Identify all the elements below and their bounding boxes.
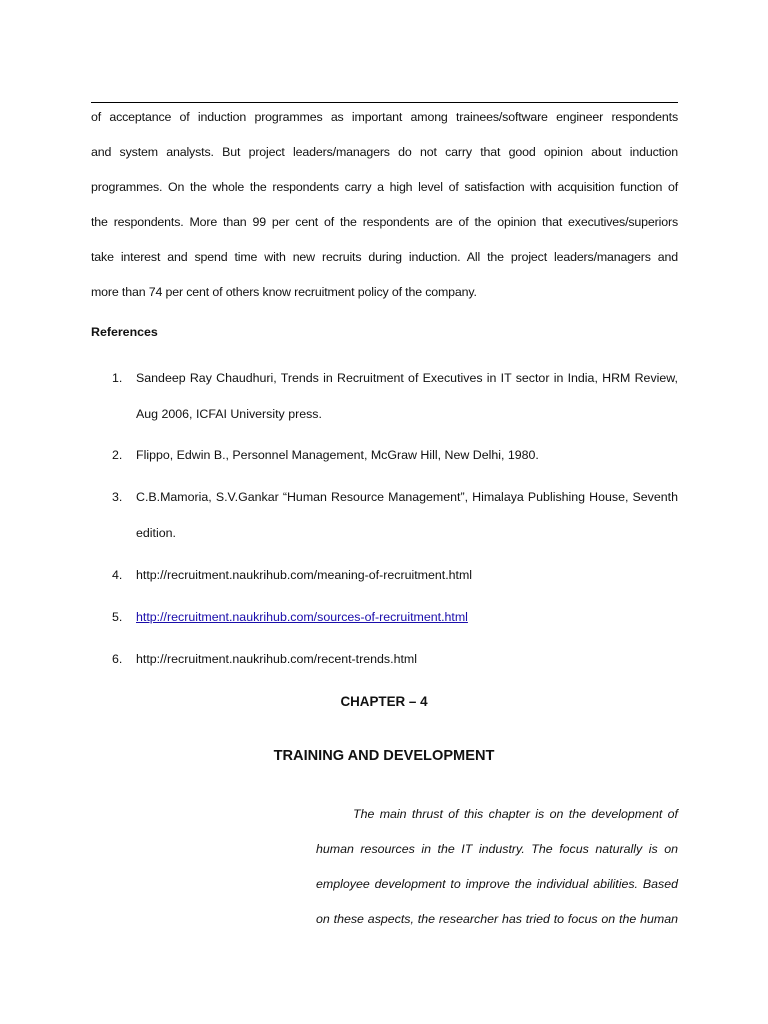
chapter-title: TRAINING AND DEVELOPMENT (273, 748, 495, 764)
reference-number: 2. (112, 448, 123, 462)
reference-url: http://recruitment.naukrihub.com/meaning-of-recruitment.html (136, 568, 473, 582)
reference-text (136, 437, 678, 473)
reference-line: Sandeep Ray Chaudhuri, Trends in Recruitment of Executives in IT sector in India, HRM Review, (136, 371, 678, 385)
intro-line: employee development to improve the individual abilities. Based (316, 877, 678, 891)
reference-line: Flippo, Edwin B., Personnel Management, McGraw Hill, New Delhi, 1980. (136, 448, 539, 462)
reference-number: 4. (112, 568, 123, 582)
reference-line: C.B.Mamoria, S.V.Gankar “Human Resource Management”, Himalaya Publishing House, Seventh (136, 490, 678, 504)
intro-line: The main thrust of this chapter is on the development of (353, 807, 678, 821)
reference-line: edition. (136, 526, 176, 540)
reference-text (136, 641, 678, 677)
reference-number: 1. (112, 371, 123, 385)
paragraph-line: programmes. On the whole the respondents carry a high level of satisfaction with acquisition function of (91, 180, 678, 194)
reference-link[interactable]: http://recruitment.naukrihub.com/sources-of-recruitment.html (136, 610, 468, 624)
reference-number: 5. (112, 610, 123, 624)
reference-url: http://recruitment.naukrihub.com/recent-trends.html (136, 652, 417, 666)
reference-line: Aug 2006, ICFAI University press. (136, 407, 322, 421)
body-paragraph (91, 100, 678, 310)
paragraph-line: and system analysts. But project leaders/managers do not carry that good opinion about induction (91, 145, 678, 159)
reference-text (136, 479, 678, 551)
references-heading: References (91, 325, 158, 339)
chapter-label: CHAPTER – 4 (340, 694, 428, 709)
chapter-intro (316, 797, 678, 937)
intro-line: human resources in the IT industry. The focus naturally is on (316, 842, 678, 856)
intro-line: on these aspects, the researcher has tried to focus on the human (316, 912, 678, 926)
paragraph-line: more than 74 per cent of others know recruitment policy of the company. (91, 285, 477, 299)
paragraph-line: of acceptance of induction programmes as important among trainees/software engineer respondents (91, 110, 678, 124)
paragraph-line: take interest and spend time with new recruits during induction. All the project leaders/managers and (91, 250, 678, 264)
reference-text (136, 557, 678, 593)
paragraph-line: the respondents. More than 99 per cent of the respondents are of the opinion that executives/superiors (91, 215, 678, 229)
reference-text (136, 360, 678, 432)
reference-text (136, 599, 678, 635)
reference-number: 6. (112, 652, 123, 666)
reference-number: 3. (112, 490, 123, 504)
